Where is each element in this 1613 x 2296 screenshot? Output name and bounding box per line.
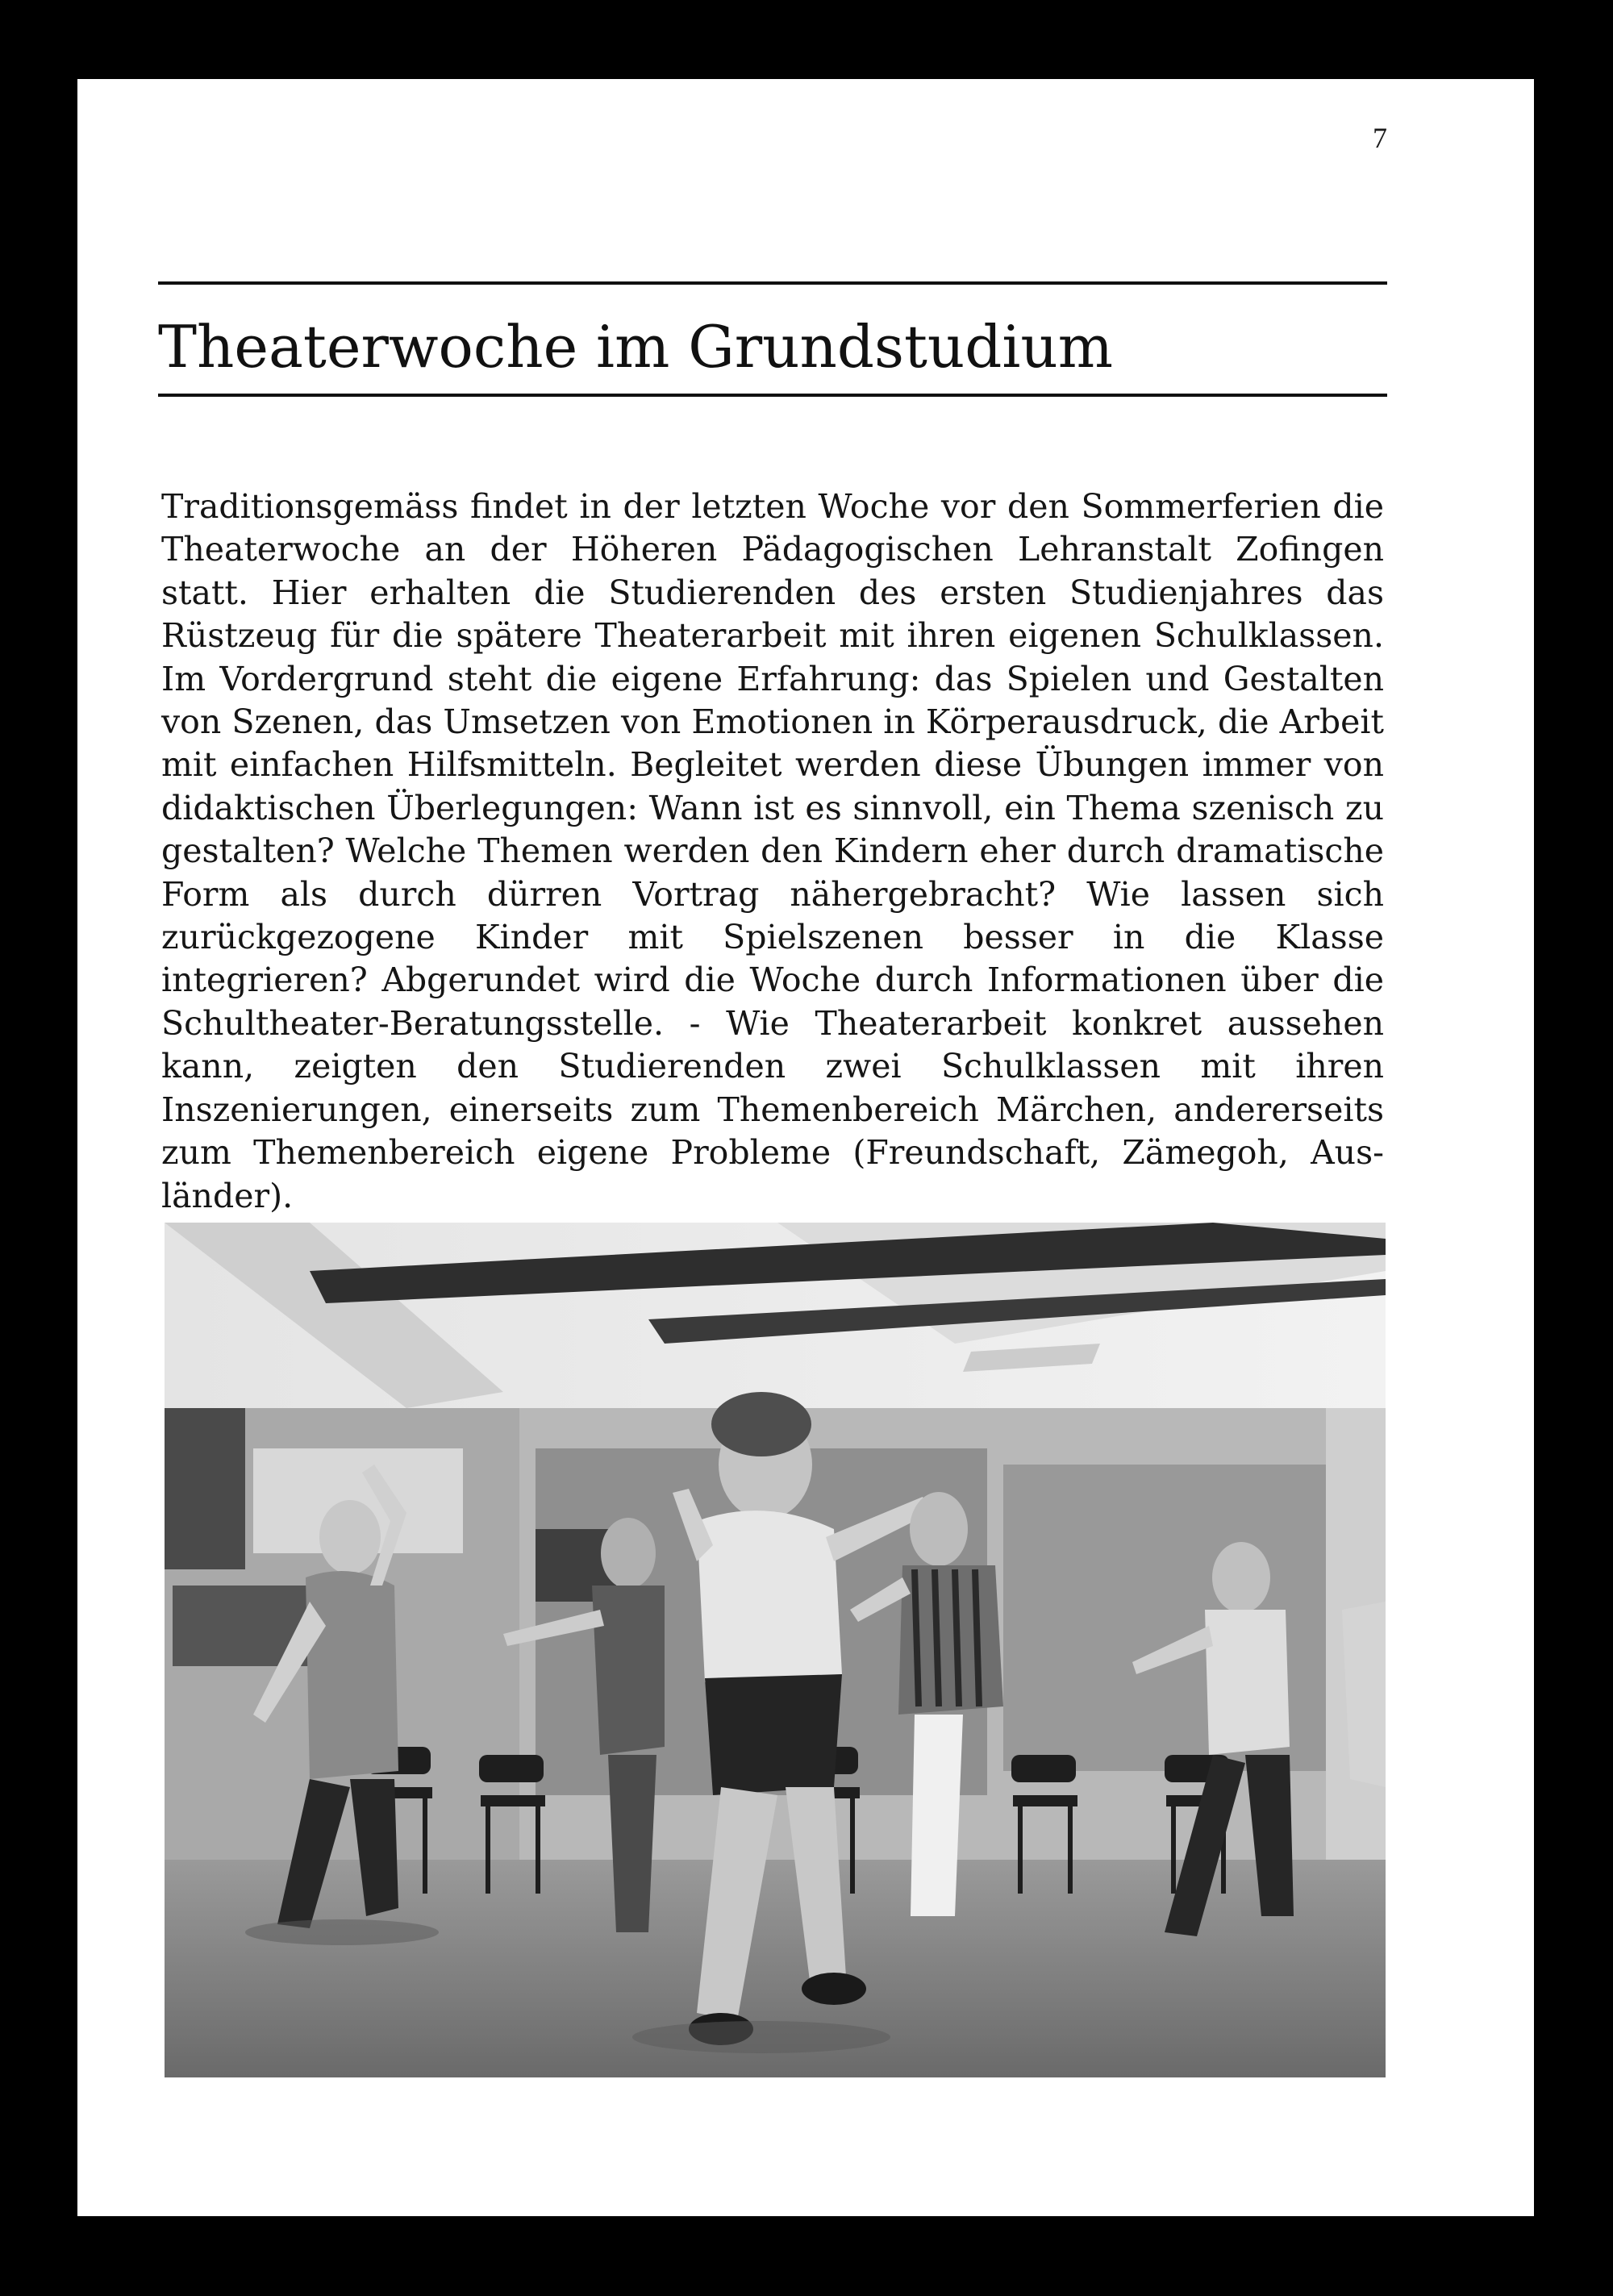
body-paragraph: Traditionsgemäss findet in der letzten Woche vor den Sommerferien die Theaterwoche an der Höheren Pädagogischen Lehranstalt Zofingen statt. Hier erhalten die Studierenden des ersten Studienjahres das Rüstzeug für die spätere Theaterarbeit mit ihren eigenen Schulklassen. Im Vordergrund steht die eigene Erfahrung: das Spielen und Gestalten von Szenen, das Umsetzen von Emotionen in Körperausdruck, die Arbeit mit einfachen Hilfsmitteln. Begleitet werden diese Übungen immer von didaktischen Überlegungen: Wann ist es sinnvoll, ein Thema szenisch zu gestalten? Welche Themen werden den Kindern eher durch dramatische Form als durch dürren Vortrag nähergebracht? Wie lassen sich zurückgezogene Kinder mit Spielszenen besser in die Klasse integrieren? Abgerundet wird die Woche durch Informationen über die Schultheater-Beratungsstelle. - Wie Theaterarbeit konkret aussehen kann, zeigten den Studierenden zwei Schulklassen mit ihren Inszenierungen, einerseits zum Themenbereich Märchen, andererseits zum Themenbereich eigene Probleme (Freundschaft, Zämegoh, Ausländer).	[161, 487, 1384, 1215]
page-title: Theaterwoche im Grundstudium	[158, 313, 1114, 381]
page-number: 7	[1373, 122, 1387, 154]
title-rule-top	[158, 281, 1387, 285]
photo-dance-rehearsal-icon	[165, 1223, 1386, 2077]
photo-dance-rehearsal	[165, 1223, 1386, 2077]
title-rule-bottom	[158, 394, 1387, 397]
